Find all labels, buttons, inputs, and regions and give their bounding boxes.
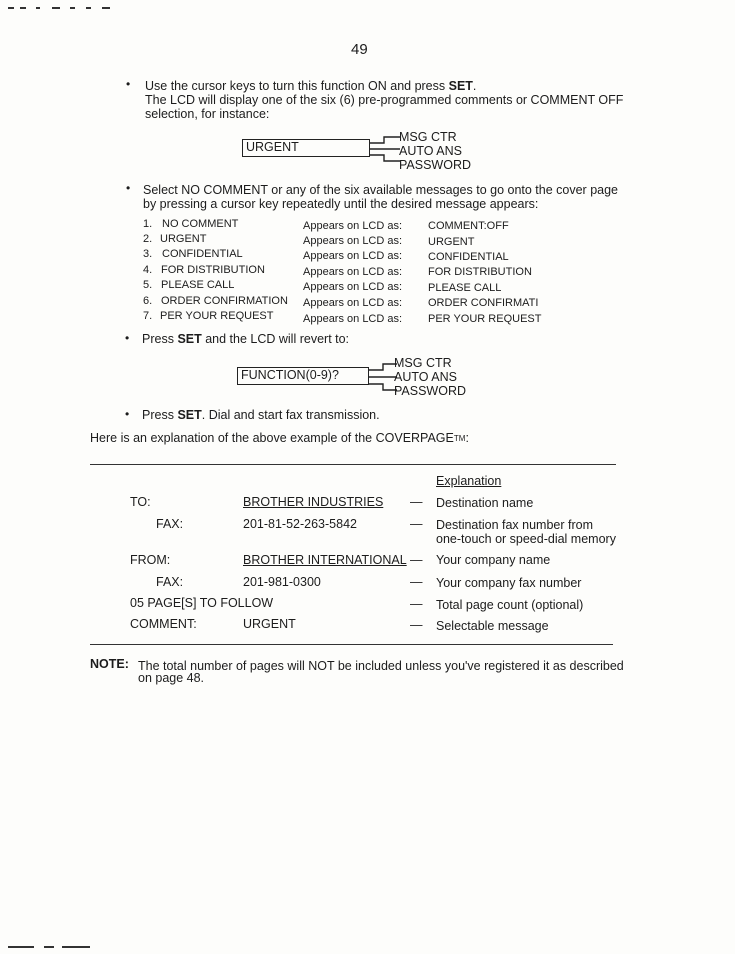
row-value-comment: URGENT: [243, 617, 296, 631]
lcd-connector-lines: [368, 132, 402, 172]
press-set-line: Press SET and the LCD will revert to:: [142, 332, 350, 346]
dash: —: [410, 495, 423, 509]
message-name: PER YOUR REQUEST: [160, 310, 274, 322]
message-appears: Appears on LCD as:: [303, 266, 403, 278]
message-lcd: PER YOUR REQUEST: [428, 313, 542, 325]
message-number: 3.: [143, 248, 153, 260]
message-appears: Appears on LCD as:: [303, 297, 403, 309]
message-number: 5.: [143, 279, 153, 291]
row-label-pages: 05 PAGE[S] TO FOLLOW: [130, 596, 274, 610]
message-appears: Appears on LCD as:: [303, 220, 403, 232]
row-label-fax-2: FAX:: [156, 575, 184, 589]
message-number: 7.: [143, 310, 153, 322]
message-lcd: COMMENT:OFF: [428, 220, 509, 232]
intro-line-2: The LCD will display one of the six (6) pre-programmed comments or COMMENT OFF: [145, 93, 624, 107]
bullet: •: [125, 407, 130, 421]
bullet: •: [126, 181, 131, 195]
note-label: NOTE:: [90, 657, 129, 671]
note-line-1: The total number of pages will NOT be included unless you've registered it as described: [138, 659, 624, 673]
message-lcd: ORDER CONFIRMATI: [428, 297, 539, 309]
row-label-fax: FAX:: [156, 517, 184, 531]
scan-mark: [70, 7, 75, 9]
message-number: 1.: [143, 218, 153, 230]
explanation-intro: Here is an explanation of the above example of the COVERPAGETM:: [90, 431, 469, 445]
row-value-to: BROTHER INDUSTRIES: [243, 495, 384, 509]
dash: —: [410, 517, 423, 531]
message-lcd: FOR DISTRIBUTION: [428, 266, 532, 278]
message-appears: Appears on LCD as:: [303, 250, 403, 262]
lcd-display: FUNCTION(0-9)?: [237, 367, 369, 385]
message-number: 6.: [143, 295, 153, 307]
bullet: •: [125, 331, 130, 345]
message-name: FOR DISTRIBUTION: [161, 264, 265, 276]
dash: —: [410, 553, 423, 567]
row-expl-to: Destination name: [436, 496, 534, 510]
message-appears: Appears on LCD as:: [303, 235, 403, 247]
divider-top: [90, 464, 616, 465]
note-line-2: on page 48.: [138, 671, 205, 685]
scan-mark: [8, 946, 34, 948]
dash: —: [410, 575, 423, 589]
message-appears: Appears on LCD as:: [303, 313, 403, 325]
divider-bottom: [90, 644, 613, 645]
message-name: URGENT: [160, 233, 207, 245]
row-value-from: BROTHER INTERNATIONAL: [243, 553, 407, 567]
row-value-fax-2: 201-981-0300: [243, 575, 321, 589]
scan-mark: [20, 7, 26, 9]
message-number: 2.: [143, 233, 153, 245]
lcd-label-msg-ctr: MSG CTR: [399, 130, 457, 144]
row-expl-fax-2: Your company fax number: [436, 576, 582, 590]
lcd-display: URGENT: [242, 139, 370, 157]
message-name: NO COMMENT: [162, 218, 239, 230]
lcd-label-msg-ctr: MSG CTR: [394, 356, 452, 370]
explanation-header: Explanation: [436, 474, 502, 488]
dash: —: [410, 597, 423, 611]
row-expl-pages: Total page count (optional): [436, 598, 584, 612]
bullet: •: [126, 77, 131, 91]
scan-mark: [44, 946, 54, 948]
row-label-to: TO:: [130, 495, 151, 509]
scan-mark: [86, 7, 91, 9]
press-set-dial-line: Press SET. Dial and start fax transmission.: [142, 408, 380, 422]
scan-mark: [36, 7, 40, 9]
row-expl-from: Your company name: [436, 553, 551, 567]
select-line-2: by pressing a cursor key repeatedly until the desired message appears:: [143, 197, 539, 211]
message-name: CONFIDENTIAL: [162, 248, 243, 260]
scan-mark: [62, 946, 90, 948]
scan-mark: [8, 7, 14, 9]
message-lcd: CONFIDENTIAL: [428, 251, 509, 263]
row-expl-fax-2: one-touch or speed-dial memory: [436, 532, 616, 546]
message-lcd: URGENT: [428, 236, 475, 248]
lcd-label-auto-ans: AUTO ANS: [399, 144, 462, 158]
intro-line-3: selection, for instance:: [145, 107, 270, 121]
intro-line-1: Use the cursor keys to turn this function ON and press SET.: [145, 79, 477, 93]
page-number: 49: [351, 41, 368, 58]
dash: —: [410, 618, 423, 632]
lcd-label-password: PASSWORD: [394, 384, 466, 398]
scan-mark: [102, 7, 110, 9]
row-expl-fax-1: Destination fax number from: [436, 518, 594, 532]
lcd-label-password: PASSWORD: [399, 158, 471, 172]
message-lcd: PLEASE CALL: [428, 282, 502, 294]
message-name: PLEASE CALL: [161, 279, 235, 291]
message-name: ORDER CONFIRMATION: [161, 295, 288, 307]
message-appears: Appears on LCD as:: [303, 281, 403, 293]
select-line-1: Select NO COMMENT or any of the six available messages to go onto the cover page: [143, 183, 618, 197]
row-label-from: FROM:: [130, 553, 171, 567]
row-value-fax: 201-81-52-263-5842: [243, 517, 357, 531]
lcd-label-auto-ans: AUTO ANS: [394, 370, 457, 384]
row-label-comment: COMMENT:: [130, 617, 197, 631]
row-expl-comment: Selectable message: [436, 619, 549, 633]
message-number: 4.: [143, 264, 153, 276]
scan-mark: [52, 7, 60, 9]
